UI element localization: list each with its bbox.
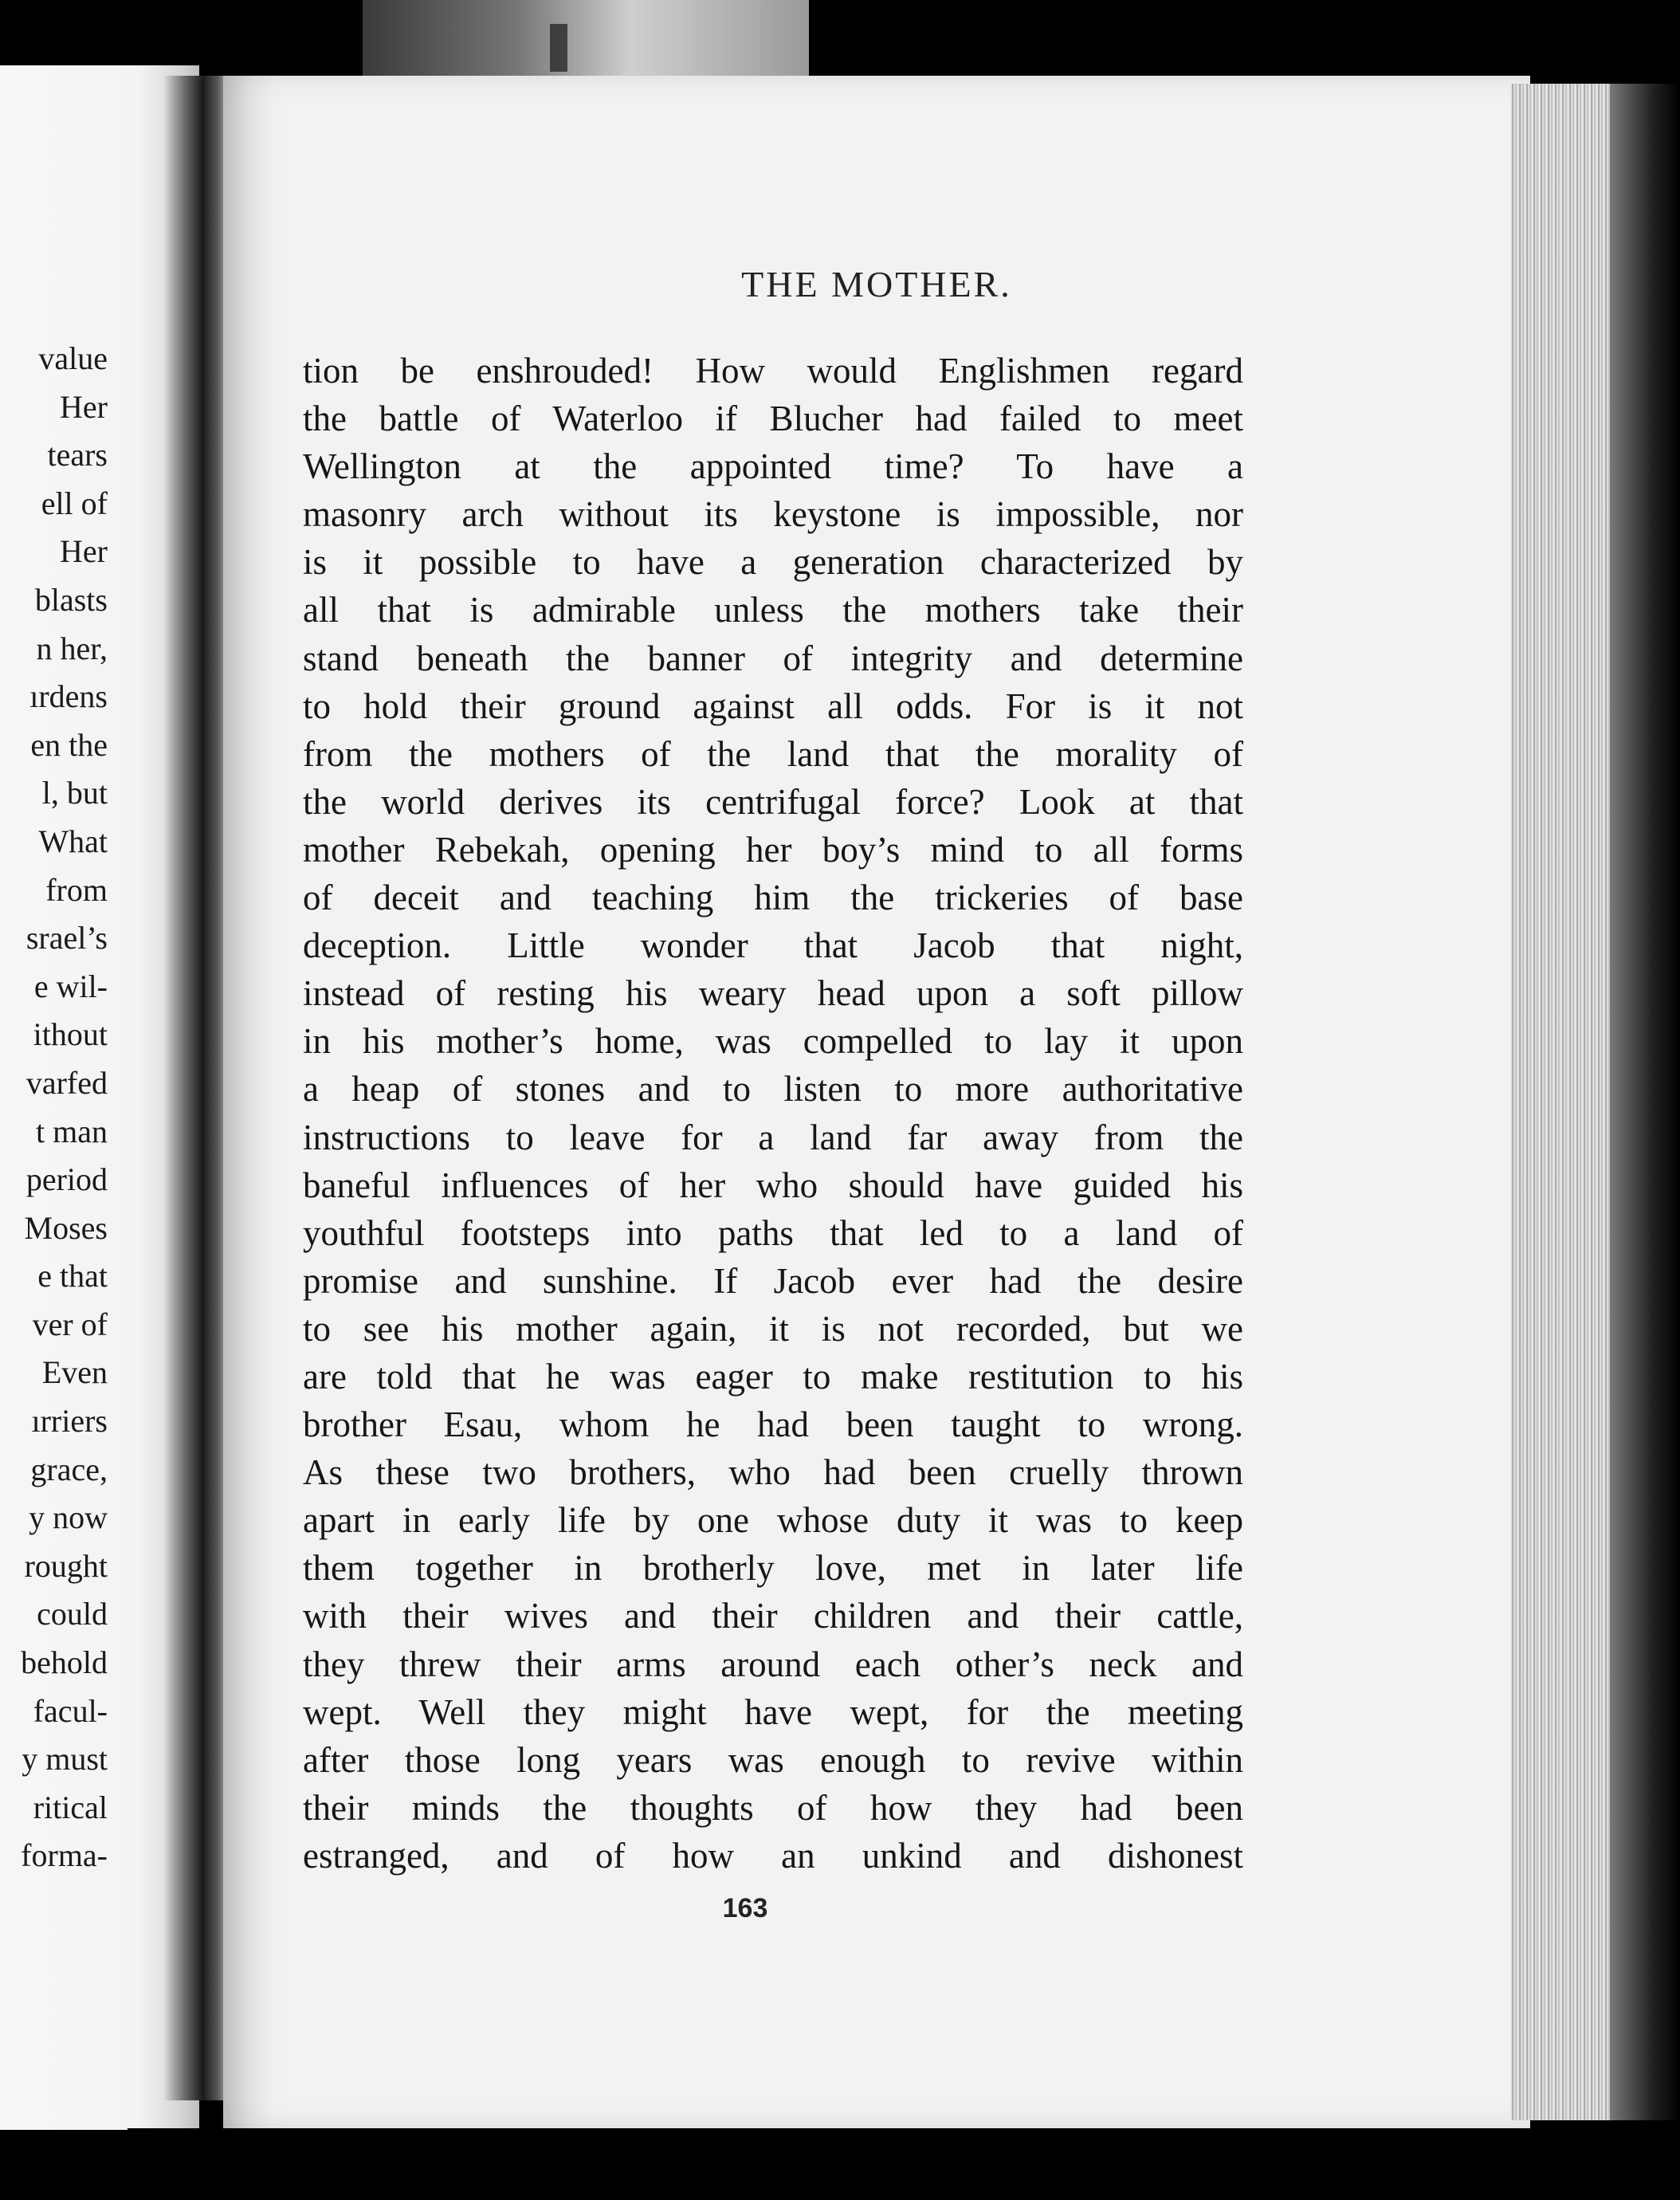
left-line: y must xyxy=(22,1741,108,1778)
text-line: instructions to leave for a land far away from the xyxy=(303,1117,1243,1157)
left-line: What xyxy=(38,823,108,859)
left-line: Her xyxy=(60,533,108,570)
text-line: Wellington at the appointed time? To have a xyxy=(303,446,1243,487)
left-line: behold xyxy=(21,1644,108,1681)
left-page-text xyxy=(0,335,108,1880)
left-line: n her, xyxy=(36,630,108,666)
text-line: brother Esau, whom he had been taught to wrong. xyxy=(303,1404,1243,1445)
left-line: from xyxy=(45,871,108,908)
left-line: tears xyxy=(47,437,108,473)
left-line: Even xyxy=(41,1354,108,1391)
text-line: in his mother’s home, was compelled to lay it upon xyxy=(303,1021,1243,1062)
left-line: could xyxy=(37,1596,108,1632)
left-line: e wil- xyxy=(33,968,108,1004)
text-line: As these two brothers, who had been cruelly thrown xyxy=(303,1452,1243,1493)
left-line: ver of xyxy=(32,1306,108,1342)
text-line: promise and sunshine. If Jacob ever had the desire xyxy=(303,1260,1243,1301)
left-line: rought xyxy=(24,1547,108,1584)
text-line: a heap of stones and to listen to more authoritative xyxy=(303,1069,1243,1110)
page-edges xyxy=(1510,84,1614,2120)
bottom-band xyxy=(128,2128,1680,2200)
left-line: period xyxy=(26,1161,108,1198)
left-line: Her xyxy=(60,388,108,425)
page-edges-shadow xyxy=(1610,84,1680,2120)
left-line: blasts xyxy=(34,581,108,618)
left-line: grace, xyxy=(30,1451,108,1487)
left-line: ırdens xyxy=(29,678,108,715)
text-line: them together in brotherly love, met in later life xyxy=(303,1548,1243,1589)
left-line: e that xyxy=(37,1258,108,1294)
left-line: ırriers xyxy=(31,1403,108,1440)
text-line: baneful influences of her who should have guided his xyxy=(303,1165,1243,1205)
left-line: facul- xyxy=(33,1692,108,1729)
left-line: Moses xyxy=(24,1209,108,1246)
left-line: l, but xyxy=(41,775,108,811)
text-line: masonry arch without its keystone is impossible, nor xyxy=(303,494,1243,535)
running-head: THE MOTHER. xyxy=(741,264,1012,304)
left-line: varfed xyxy=(26,1064,108,1101)
text-line: they threw their arms around each other’s neck and xyxy=(303,1644,1243,1684)
text-line: to hold their ground against all odds. For is it not xyxy=(303,686,1243,726)
left-line: t man xyxy=(36,1113,108,1149)
text-line: to see his mother again, it is not recorded, but we xyxy=(303,1308,1243,1349)
left-line: en the xyxy=(30,726,108,763)
text-line: stand beneath the banner of integrity and determine xyxy=(303,638,1243,678)
text-line: deception. Little wonder that Jacob that night, xyxy=(303,925,1243,966)
text-line: of deceit and teaching him the trickeries of base xyxy=(303,878,1243,918)
left-line: ell of xyxy=(41,485,108,521)
left-line: forma- xyxy=(21,1837,108,1874)
text-line: apart in early life by one whose duty it was to keep xyxy=(303,1500,1243,1541)
text-line: the battle of Waterloo if Blucher had failed to meet xyxy=(303,399,1243,439)
page-body-text xyxy=(303,347,1243,1880)
left-line: srael’s xyxy=(26,920,108,957)
text-line: from the mothers of the land that the morality of xyxy=(303,733,1243,774)
left-line: y now xyxy=(29,1499,108,1536)
text-line: after those long years was enough to revive within xyxy=(303,1739,1243,1780)
page-number: 163 xyxy=(722,1893,768,1923)
top-notch xyxy=(363,0,809,88)
text-line: mother Rebekah, opening her boy’s mind to all forms xyxy=(303,829,1243,870)
text-line: youthful footsteps into paths that led to a land of xyxy=(303,1212,1243,1253)
left-line: ithout xyxy=(33,1016,108,1053)
text-line: is it possible to have a generation characterized by xyxy=(303,542,1243,583)
text-line: with their wives and their children and their cattle, xyxy=(303,1596,1243,1636)
text-line: estranged, and of how an unkind and dishonest xyxy=(303,1835,1243,1876)
text-line: their minds the thoughts of how they had been xyxy=(303,1787,1243,1828)
left-line: ritical xyxy=(33,1789,108,1825)
text-line: tion be enshrouded! How would Englishmen regard xyxy=(303,351,1243,391)
text-line: the world derives its centrifugal force? Look at that xyxy=(303,781,1243,822)
text-line: instead of resting his weary head upon a soft pillow xyxy=(303,973,1243,1014)
left-line: value xyxy=(38,340,108,376)
text-line: wept. Well they might have wept, for the meeting xyxy=(303,1691,1243,1732)
top-notch-mark xyxy=(550,24,567,72)
text-line: all that is admirable unless the mothers take their xyxy=(303,590,1243,631)
text-line: are told that he was eager to make restitution to his xyxy=(303,1356,1243,1397)
